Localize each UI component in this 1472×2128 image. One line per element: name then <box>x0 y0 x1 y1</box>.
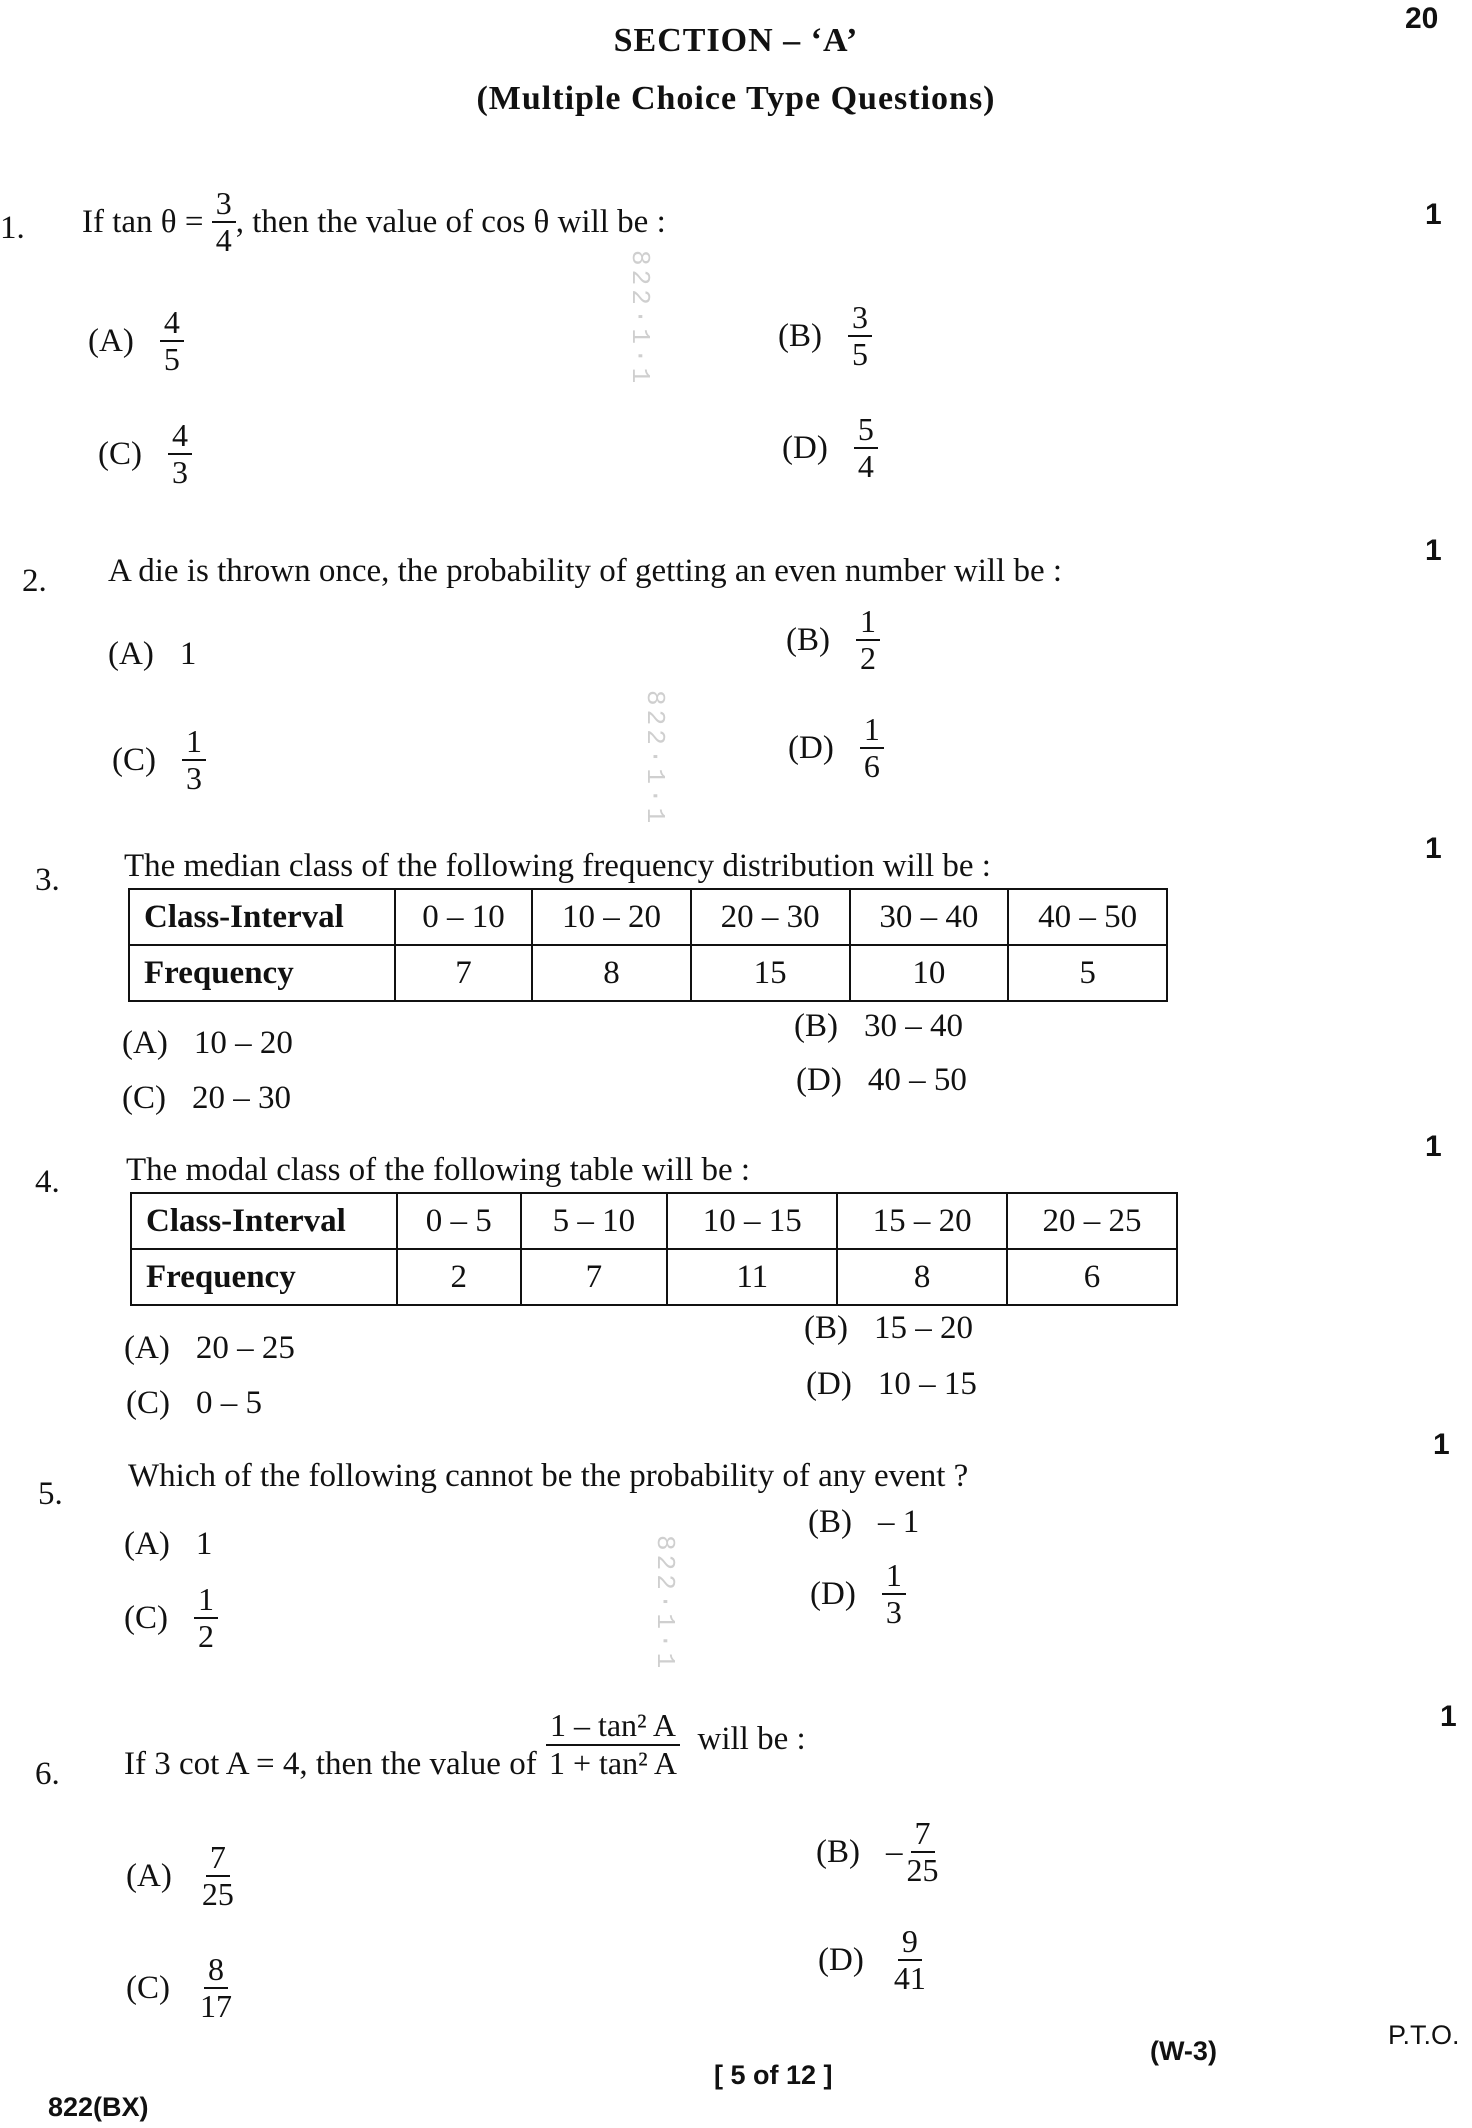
table-row-class-interval <box>129 889 1167 945</box>
q3-text: The median class of the following frequency distribution will be : <box>124 848 991 884</box>
option-label: (C) <box>126 1385 170 1421</box>
table-cell: 11 <box>667 1249 837 1305</box>
fraction-numerator: 4 <box>168 418 192 455</box>
option-label: (A) <box>88 322 134 359</box>
option-label: (C) <box>112 741 156 778</box>
fraction-denominator: 3 <box>186 760 202 797</box>
fraction-denominator: 17 <box>200 1988 232 2025</box>
option-label: (A) <box>126 1857 172 1894</box>
q3-frequency-table <box>128 888 1168 1002</box>
option-label: (D) <box>818 1941 864 1978</box>
table-row-class-interval <box>131 1193 1177 1249</box>
q4-number: 4. <box>35 1164 60 1200</box>
fraction-numerator: 7 <box>206 1840 230 1877</box>
option-value: 0 – 5 <box>196 1385 262 1421</box>
q4-frequency-table <box>130 1192 1178 1306</box>
fraction-numerator: 4 <box>160 305 184 342</box>
table-head-frequency: Frequency <box>129 945 395 1001</box>
q5-option-a[interactable] <box>124 1526 212 1563</box>
fraction-denominator: 6 <box>863 748 880 785</box>
option-value: 20 – 30 <box>192 1080 291 1116</box>
exam-stamp-2: 822·1·1 <box>640 690 670 828</box>
fraction-denominator: 41 <box>893 1960 926 1997</box>
fraction-numerator: 3 <box>848 300 872 337</box>
q1-option-c[interactable] <box>98 418 192 490</box>
option-label: (A) <box>122 1025 168 1061</box>
option-value: 1 <box>179 636 197 672</box>
table-head-class-interval: Class-Interval <box>129 889 395 945</box>
q6-option-b[interactable] <box>816 1816 943 1888</box>
paper-code: 822(BX) <box>48 2092 149 2122</box>
pto-label: P.T.O. <box>1388 2020 1460 2050</box>
q2-option-b[interactable] <box>786 604 880 676</box>
q2-marks: 1 <box>1425 534 1442 567</box>
q6-text-fraction <box>545 1708 681 1780</box>
option-label: (A) <box>124 1526 170 1562</box>
table-cell: 2 <box>397 1249 521 1305</box>
section-subtitle: (Multiple Choice Type Questions) <box>476 80 996 117</box>
option-label: (B) <box>786 621 830 658</box>
fraction-numerator: 1 <box>856 604 880 641</box>
q6-text <box>124 1706 806 1783</box>
option-label: (B) <box>794 1008 838 1044</box>
q1-marks: 1 <box>1425 198 1442 231</box>
fraction-denominator: 3 <box>885 1594 902 1631</box>
option-value: 20 – 25 <box>195 1330 295 1366</box>
fraction-numerator: 1 – tan² A <box>546 1708 680 1745</box>
q1-text-before: If tan θ = <box>82 203 204 240</box>
q4-option-a[interactable] <box>124 1330 295 1367</box>
fraction-denominator: 2 <box>198 1618 214 1655</box>
table-cell: 30 – 40 <box>850 889 1009 945</box>
fraction-denominator: 5 <box>163 341 180 378</box>
option-label: (D) <box>788 729 834 766</box>
q6-number: 6. <box>35 1756 60 1792</box>
option-value: – 1 <box>878 1504 920 1540</box>
fraction-denominator: 3 <box>172 454 188 491</box>
page-number: [ 5 of 12 ] <box>714 2060 833 2090</box>
exam-stamp-1: 822·1·1 <box>625 250 655 388</box>
fraction-numerator: 1 <box>882 1558 906 1595</box>
table-cell: 10 – 20 <box>532 889 691 945</box>
fraction-denominator: 25 <box>201 1876 234 1913</box>
q1-text-after: , then the value of cos θ will be : <box>235 203 666 240</box>
option-label: (C) <box>122 1080 166 1116</box>
q4-option-d[interactable] <box>806 1366 977 1403</box>
option-label: (B) <box>808 1504 852 1540</box>
fraction-denominator: 5 <box>852 336 868 373</box>
table-cell: 6 <box>1007 1249 1177 1305</box>
table-cell: 10 – 15 <box>667 1193 837 1249</box>
q5-option-b[interactable] <box>808 1504 919 1541</box>
q4-marks: 1 <box>1425 1130 1442 1163</box>
option-label: (C) <box>98 435 142 472</box>
q3-option-c[interactable] <box>122 1080 291 1117</box>
option-label: (C) <box>126 1969 170 2006</box>
table-cell: 20 – 25 <box>1007 1193 1177 1249</box>
q1-number: 1. <box>0 210 25 246</box>
q3-option-b[interactable] <box>794 1008 963 1045</box>
q3-option-a[interactable] <box>122 1025 293 1062</box>
fraction-numerator: 5 <box>854 412 878 449</box>
q3-marks: 1 <box>1425 832 1442 865</box>
fraction-numerator: 3 <box>212 186 236 223</box>
q3-option-d[interactable] <box>796 1062 967 1099</box>
q5-text: Which of the following cannot be the probability of any event ? <box>128 1458 969 1494</box>
table-cell: 7 <box>521 1249 668 1305</box>
q4-text: The modal class of the following table will be : <box>126 1152 751 1188</box>
option-value: 10 – 15 <box>877 1366 977 1402</box>
option-label: (B) <box>804 1310 848 1346</box>
option-label: (A) <box>108 636 154 672</box>
q2-option-d[interactable] <box>788 712 884 784</box>
q5-option-d[interactable] <box>810 1558 906 1630</box>
option-sign: – <box>886 1833 903 1870</box>
option-value: 30 – 40 <box>864 1008 963 1044</box>
table-head-class-interval: Class-Interval <box>131 1193 397 1249</box>
table-cell: 20 – 30 <box>691 889 850 945</box>
fraction-numerator: 1 <box>860 712 884 749</box>
q2-option-c[interactable] <box>112 724 206 796</box>
q2-option-a[interactable] <box>108 636 196 673</box>
q1-option-a[interactable] <box>88 305 184 377</box>
q4-option-b[interactable] <box>804 1310 973 1347</box>
q6-option-a[interactable] <box>126 1840 238 1912</box>
table-cell: 8 <box>532 945 691 1001</box>
table-cell: 7 <box>395 945 532 1001</box>
option-label: (D) <box>796 1062 842 1098</box>
option-label: (D) <box>782 429 828 466</box>
q3-number: 3. <box>35 862 60 898</box>
q1-option-b[interactable] <box>778 300 872 372</box>
option-label: (B) <box>816 1833 860 1870</box>
q6-option-d[interactable] <box>818 1924 930 1996</box>
q6-marks: 1 <box>1440 1700 1457 1733</box>
fraction-denominator: 2 <box>860 640 876 677</box>
option-value: 10 – 20 <box>193 1025 293 1061</box>
option-label: (C) <box>124 1599 168 1636</box>
option-label: (D) <box>806 1366 852 1402</box>
option-label: (D) <box>810 1575 856 1612</box>
fraction-denominator: 4 <box>215 222 232 259</box>
set-code: (W-3) <box>1150 2036 1217 2066</box>
table-cell: 40 – 50 <box>1008 889 1167 945</box>
option-value: 15 – 20 <box>874 1310 973 1346</box>
option-label: (B) <box>778 317 822 354</box>
q1-text <box>82 186 666 258</box>
table-cell: 5 <box>1008 945 1167 1001</box>
option-label: (A) <box>124 1330 170 1366</box>
table-cell: 0 – 5 <box>397 1193 521 1249</box>
q2-number: 2. <box>22 563 47 599</box>
q4-option-c[interactable] <box>126 1385 262 1422</box>
table-row-frequency <box>131 1249 1177 1305</box>
option-value: 40 – 50 <box>867 1062 967 1098</box>
exam-stamp-3: 822·1·1 <box>650 1535 680 1673</box>
q5-number: 5. <box>38 1476 63 1512</box>
fraction-denominator: 25 <box>906 1852 939 1889</box>
q6-text-before: If 3 cot A = 4, then the value of <box>124 1746 537 1782</box>
q6-text-after: will be : <box>697 1721 806 1757</box>
table-cell: 15 <box>691 945 850 1001</box>
fraction-numerator: 9 <box>898 1924 922 1961</box>
fraction-denominator: 4 <box>857 448 874 485</box>
fraction-numerator: 8 <box>204 1952 228 1989</box>
table-cell: 15 – 20 <box>837 1193 1007 1249</box>
fraction-numerator: 1 <box>182 724 206 761</box>
section-title: SECTION – ‘A’ <box>613 22 859 59</box>
q1-option-d[interactable] <box>782 412 878 484</box>
option-value: 1 <box>195 1526 213 1562</box>
q5-marks: 1 <box>1433 1428 1450 1461</box>
table-head-frequency: Frequency <box>131 1249 397 1305</box>
table-cell: 0 – 10 <box>395 889 532 945</box>
q6-option-c[interactable] <box>126 1952 236 2024</box>
q2-text: A die is thrown once, the probability of getting an even number will be : <box>108 553 1063 589</box>
q5-option-c[interactable] <box>124 1582 218 1654</box>
table-cell: 8 <box>837 1249 1007 1305</box>
total-marks: 20 <box>1405 2 1439 35</box>
fraction-numerator: 1 <box>194 1582 218 1619</box>
table-cell: 5 – 10 <box>521 1193 668 1249</box>
fraction-denominator: 1 + tan² A <box>548 1744 678 1781</box>
table-row-frequency <box>129 945 1167 1001</box>
q1-text-fraction <box>212 186 236 258</box>
fraction-numerator: 7 <box>911 1816 935 1853</box>
table-cell: 10 <box>850 945 1009 1001</box>
